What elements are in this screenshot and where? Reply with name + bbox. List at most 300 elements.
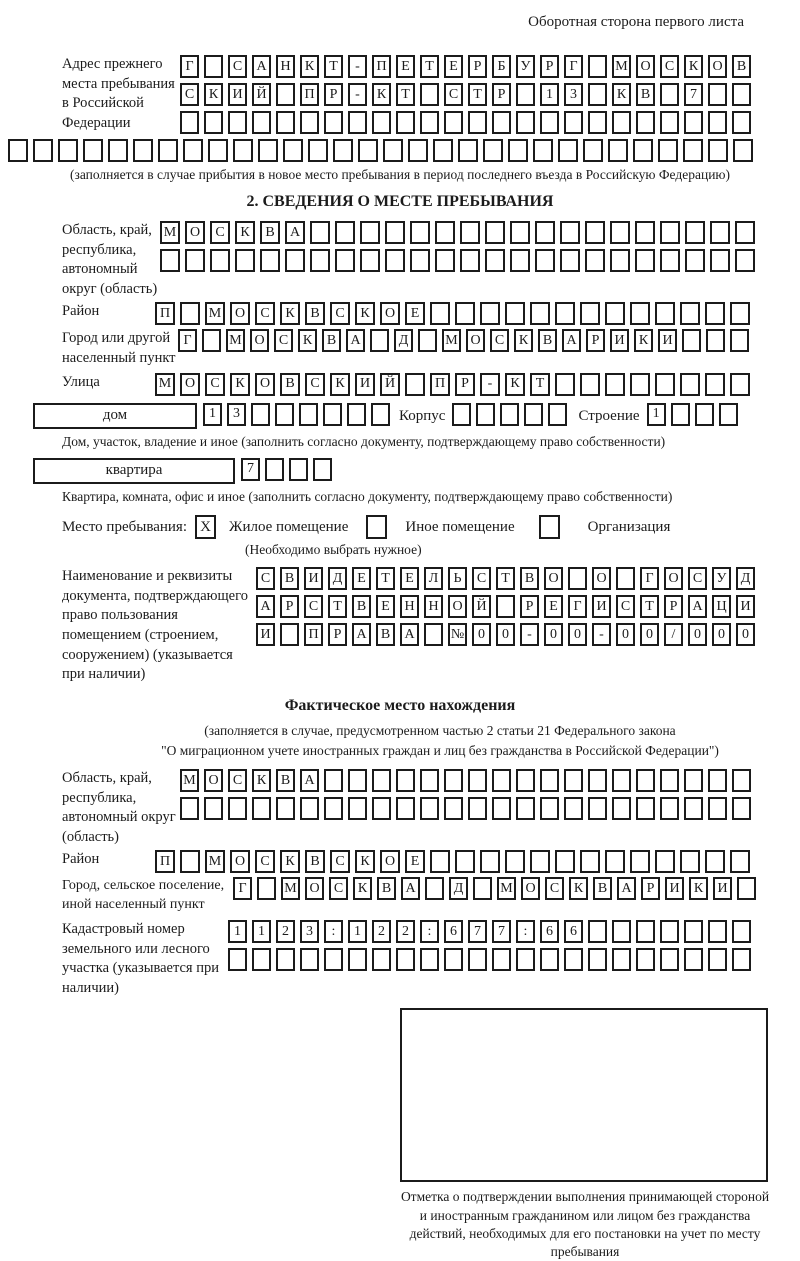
char-cell[interactable] (265, 458, 284, 481)
char-cell[interactable] (444, 111, 463, 134)
char-cell[interactable] (276, 948, 295, 971)
char-cell[interactable]: Р (664, 595, 683, 618)
char-cell[interactable]: К (355, 302, 375, 325)
char-cell[interactable] (636, 111, 655, 134)
char-cell[interactable]: О (664, 567, 683, 590)
char-cell[interactable] (684, 948, 703, 971)
char-cell[interactable] (257, 877, 276, 900)
char-cell[interactable] (299, 403, 318, 426)
char-cell[interactable]: Р (324, 83, 343, 106)
char-cell[interactable]: А (300, 769, 319, 792)
char-cell[interactable] (418, 329, 437, 352)
char-cell[interactable] (202, 329, 221, 352)
char-cell[interactable] (372, 111, 391, 134)
char-cell[interactable] (405, 373, 425, 396)
char-cell[interactable] (708, 797, 727, 820)
char-cell[interactable]: Т (376, 567, 395, 590)
char-cell[interactable]: И (592, 595, 611, 618)
char-cell[interactable]: С (228, 55, 247, 78)
char-cell[interactable] (630, 373, 650, 396)
char-cell[interactable]: В (280, 567, 299, 590)
char-cell[interactable] (564, 111, 583, 134)
char-cell[interactable]: С (660, 55, 679, 78)
char-cell[interactable] (385, 221, 405, 244)
char-cell[interactable] (708, 139, 728, 162)
char-cell[interactable]: С (180, 83, 199, 106)
char-cell[interactable]: И (228, 83, 247, 106)
char-cell[interactable]: 2 (276, 920, 295, 943)
char-cell[interactable] (732, 920, 751, 943)
char-cell[interactable] (420, 769, 439, 792)
char-cell[interactable]: О (544, 567, 563, 590)
char-cell[interactable]: К (280, 302, 300, 325)
char-cell[interactable]: И (610, 329, 629, 352)
char-cell[interactable]: 3 (564, 83, 583, 106)
char-cell[interactable]: В (732, 55, 751, 78)
char-cell[interactable]: А (400, 623, 419, 646)
char-cell[interactable] (605, 373, 625, 396)
char-cell[interactable]: А (401, 877, 420, 900)
char-cell[interactable]: 0 (736, 623, 755, 646)
char-cell[interactable] (276, 83, 295, 106)
char-cell[interactable]: 1 (252, 920, 271, 943)
char-cell[interactable] (710, 249, 730, 272)
char-cell[interactable]: 0 (568, 623, 587, 646)
char-cell[interactable]: С (305, 373, 325, 396)
char-cell[interactable] (455, 302, 475, 325)
char-cell[interactable] (660, 769, 679, 792)
char-cell[interactable] (516, 111, 535, 134)
char-cell[interactable] (505, 302, 525, 325)
char-cell[interactable] (385, 249, 405, 272)
char-cell[interactable]: К (300, 55, 319, 78)
char-cell[interactable]: В (305, 302, 325, 325)
char-cell[interactable]: Е (376, 595, 395, 618)
char-cell[interactable]: О (380, 302, 400, 325)
char-cell[interactable] (228, 797, 247, 820)
char-cell[interactable]: 0 (496, 623, 515, 646)
char-cell[interactable] (33, 139, 53, 162)
char-cell[interactable]: П (155, 850, 175, 873)
char-cell[interactable]: С (210, 221, 230, 244)
char-cell[interactable] (485, 249, 505, 272)
char-cell[interactable]: И (304, 567, 323, 590)
char-cell[interactable] (308, 139, 328, 162)
char-cell[interactable]: К (505, 373, 525, 396)
char-cell[interactable]: В (377, 877, 396, 900)
char-cell[interactable] (612, 769, 631, 792)
char-cell[interactable]: Ь (448, 567, 467, 590)
char-cell[interactable]: Т (640, 595, 659, 618)
char-cell[interactable]: Й (472, 595, 491, 618)
char-cell[interactable] (473, 877, 492, 900)
char-cell[interactable]: С (228, 769, 247, 792)
char-cell[interactable] (684, 797, 703, 820)
char-cell[interactable] (260, 249, 280, 272)
char-cell[interactable] (564, 797, 583, 820)
char-cell[interactable]: 0 (616, 623, 635, 646)
char-cell[interactable]: Т (396, 83, 415, 106)
char-cell[interactable] (630, 850, 650, 873)
char-cell[interactable] (283, 139, 303, 162)
char-cell[interactable] (444, 769, 463, 792)
char-cell[interactable]: В (322, 329, 341, 352)
char-cell[interactable] (588, 948, 607, 971)
char-cell[interactable] (555, 850, 575, 873)
char-cell[interactable]: С (255, 850, 275, 873)
char-cell[interactable] (705, 850, 725, 873)
char-cell[interactable]: : (516, 920, 535, 943)
char-cell[interactable] (158, 139, 178, 162)
char-cell[interactable]: Д (328, 567, 347, 590)
char-cell[interactable]: М (180, 769, 199, 792)
char-cell[interactable] (684, 769, 703, 792)
char-cell[interactable]: А (352, 623, 371, 646)
char-cell[interactable] (324, 948, 343, 971)
char-cell[interactable] (313, 458, 332, 481)
char-cell[interactable] (708, 769, 727, 792)
char-cell[interactable]: 6 (444, 920, 463, 943)
char-cell[interactable] (630, 302, 650, 325)
char-cell[interactable] (160, 249, 180, 272)
char-cell[interactable] (492, 111, 511, 134)
char-cell[interactable] (58, 139, 78, 162)
char-cell[interactable] (335, 249, 355, 272)
char-cell[interactable] (735, 249, 755, 272)
char-cell[interactable] (612, 797, 631, 820)
char-cell[interactable]: 0 (640, 623, 659, 646)
char-cell[interactable]: Е (400, 567, 419, 590)
char-cell[interactable] (333, 139, 353, 162)
char-cell[interactable] (424, 623, 443, 646)
char-cell[interactable]: А (252, 55, 271, 78)
char-cell[interactable]: Н (400, 595, 419, 618)
char-cell[interactable] (300, 111, 319, 134)
char-cell[interactable] (660, 249, 680, 272)
char-cell[interactable] (360, 249, 380, 272)
char-cell[interactable]: М (155, 373, 175, 396)
char-cell[interactable]: К (612, 83, 631, 106)
char-cell[interactable]: 7 (241, 458, 260, 481)
char-cell[interactable] (568, 567, 587, 590)
char-cell[interactable] (468, 769, 487, 792)
char-cell[interactable]: К (684, 55, 703, 78)
char-cell[interactable] (612, 948, 631, 971)
char-cell[interactable] (468, 948, 487, 971)
char-cell[interactable]: И (713, 877, 732, 900)
char-cell[interactable]: О (448, 595, 467, 618)
char-cell[interactable] (204, 797, 223, 820)
char-cell[interactable]: М (281, 877, 300, 900)
char-cell[interactable] (492, 797, 511, 820)
char-cell[interactable] (180, 302, 200, 325)
char-cell[interactable]: - (592, 623, 611, 646)
char-cell[interactable] (655, 373, 675, 396)
char-cell[interactable] (83, 139, 103, 162)
char-cell[interactable] (180, 797, 199, 820)
char-cell[interactable] (680, 373, 700, 396)
char-cell[interactable] (476, 403, 495, 426)
char-cell[interactable] (133, 139, 153, 162)
char-cell[interactable] (444, 948, 463, 971)
char-cell[interactable]: К (280, 850, 300, 873)
char-cell[interactable] (540, 948, 559, 971)
char-cell[interactable]: У (712, 567, 731, 590)
char-cell[interactable]: И (355, 373, 375, 396)
char-cell[interactable] (275, 403, 294, 426)
char-cell[interactable]: 2 (396, 920, 415, 943)
char-cell[interactable]: Й (380, 373, 400, 396)
char-cell[interactable]: Е (352, 567, 371, 590)
char-cell[interactable]: К (204, 83, 223, 106)
char-cell[interactable]: С (490, 329, 509, 352)
char-cell[interactable] (358, 139, 378, 162)
char-cell[interactable] (633, 139, 653, 162)
char-cell[interactable] (348, 948, 367, 971)
char-cell[interactable] (708, 83, 727, 106)
char-cell[interactable] (360, 221, 380, 244)
char-cell[interactable]: - (520, 623, 539, 646)
char-cell[interactable] (524, 403, 543, 426)
char-cell[interactable] (210, 249, 230, 272)
char-cell[interactable] (430, 302, 450, 325)
char-cell[interactable] (444, 797, 463, 820)
char-cell[interactable]: А (285, 221, 305, 244)
char-cell[interactable] (708, 111, 727, 134)
char-cell[interactable] (458, 139, 478, 162)
char-cell[interactable]: 0 (472, 623, 491, 646)
char-cell[interactable] (510, 249, 530, 272)
char-cell[interactable] (605, 302, 625, 325)
char-cell[interactable] (252, 948, 271, 971)
char-cell[interactable] (660, 797, 679, 820)
char-cell[interactable]: О (305, 877, 324, 900)
char-cell[interactable] (735, 221, 755, 244)
char-cell[interactable] (710, 221, 730, 244)
char-cell[interactable] (655, 302, 675, 325)
char-cell[interactable]: С (688, 567, 707, 590)
char-cell[interactable]: С (330, 850, 350, 873)
char-cell[interactable]: В (352, 595, 371, 618)
char-cell[interactable] (455, 850, 475, 873)
char-cell[interactable] (276, 797, 295, 820)
char-cell[interactable]: 1 (228, 920, 247, 943)
char-cell[interactable] (588, 797, 607, 820)
char-cell[interactable]: С (545, 877, 564, 900)
char-cell[interactable] (730, 373, 750, 396)
char-cell[interactable]: Т (324, 55, 343, 78)
char-cell[interactable]: Г (640, 567, 659, 590)
char-cell[interactable]: Г (564, 55, 583, 78)
char-cell[interactable] (258, 139, 278, 162)
char-cell[interactable]: В (636, 83, 655, 106)
char-cell[interactable]: Л (424, 567, 443, 590)
char-cell[interactable] (605, 850, 625, 873)
char-cell[interactable] (371, 403, 390, 426)
char-cell[interactable] (706, 329, 725, 352)
char-cell[interactable] (588, 83, 607, 106)
char-cell[interactable] (540, 111, 559, 134)
char-cell[interactable]: Б (492, 55, 511, 78)
char-cell[interactable] (588, 769, 607, 792)
char-cell[interactable]: Р (492, 83, 511, 106)
char-cell[interactable] (588, 55, 607, 78)
char-cell[interactable]: И (736, 595, 755, 618)
char-cell[interactable]: К (634, 329, 653, 352)
char-cell[interactable] (185, 249, 205, 272)
char-cell[interactable]: В (538, 329, 557, 352)
char-cell[interactable] (658, 139, 678, 162)
char-cell[interactable]: А (256, 595, 275, 618)
char-cell[interactable]: Д (449, 877, 468, 900)
char-cell[interactable]: О (636, 55, 655, 78)
char-cell[interactable]: М (160, 221, 180, 244)
char-cell[interactable]: К (252, 769, 271, 792)
char-cell[interactable]: Д (736, 567, 755, 590)
char-cell[interactable] (610, 221, 630, 244)
char-cell[interactable] (588, 920, 607, 943)
char-cell[interactable]: О (230, 302, 250, 325)
char-cell[interactable] (252, 797, 271, 820)
char-cell[interactable] (289, 458, 308, 481)
char-cell[interactable] (660, 948, 679, 971)
char-cell[interactable] (660, 920, 679, 943)
char-cell[interactable] (492, 769, 511, 792)
char-cell[interactable]: С (472, 567, 491, 590)
char-cell[interactable]: О (250, 329, 269, 352)
char-cell[interactable]: Д (394, 329, 413, 352)
char-cell[interactable]: О (230, 850, 250, 873)
char-cell[interactable]: В (520, 567, 539, 590)
char-cell[interactable]: М (612, 55, 631, 78)
char-cell[interactable] (685, 249, 705, 272)
stay-checkbox-org[interactable] (539, 515, 560, 539)
char-cell[interactable]: / (664, 623, 683, 646)
char-cell[interactable] (310, 249, 330, 272)
char-cell[interactable]: О (185, 221, 205, 244)
char-cell[interactable] (733, 139, 753, 162)
char-cell[interactable] (468, 111, 487, 134)
char-cell[interactable]: К (353, 877, 372, 900)
char-cell[interactable] (585, 249, 605, 272)
char-cell[interactable]: О (180, 373, 200, 396)
char-cell[interactable] (183, 139, 203, 162)
char-cell[interactable]: С (274, 329, 293, 352)
char-cell[interactable]: 1 (647, 403, 666, 426)
char-cell[interactable]: Р (280, 595, 299, 618)
char-cell[interactable] (347, 403, 366, 426)
char-cell[interactable] (564, 769, 583, 792)
char-cell[interactable] (508, 139, 528, 162)
char-cell[interactable]: М (497, 877, 516, 900)
char-cell[interactable]: Г (568, 595, 587, 618)
char-cell[interactable]: 3 (227, 403, 246, 426)
char-cell[interactable] (530, 850, 550, 873)
char-cell[interactable] (635, 249, 655, 272)
char-cell[interactable] (636, 948, 655, 971)
char-cell[interactable]: В (593, 877, 612, 900)
char-cell[interactable]: Р (455, 373, 475, 396)
char-cell[interactable] (285, 249, 305, 272)
char-cell[interactable]: П (300, 83, 319, 106)
char-cell[interactable]: С (444, 83, 463, 106)
char-cell[interactable] (396, 948, 415, 971)
char-cell[interactable]: У (516, 55, 535, 78)
char-cell[interactable]: К (689, 877, 708, 900)
char-cell[interactable] (660, 111, 679, 134)
char-cell[interactable]: К (235, 221, 255, 244)
char-cell[interactable] (732, 797, 751, 820)
char-cell[interactable]: В (260, 221, 280, 244)
char-cell[interactable] (235, 249, 255, 272)
char-cell[interactable]: П (304, 623, 323, 646)
char-cell[interactable] (452, 403, 471, 426)
char-cell[interactable] (655, 850, 675, 873)
char-cell[interactable]: М (205, 850, 225, 873)
char-cell[interactable]: Е (444, 55, 463, 78)
char-cell[interactable] (682, 329, 701, 352)
char-cell[interactable] (348, 797, 367, 820)
char-cell[interactable] (730, 850, 750, 873)
char-cell[interactable] (516, 797, 535, 820)
char-cell[interactable] (372, 769, 391, 792)
char-cell[interactable]: Т (468, 83, 487, 106)
char-cell[interactable] (420, 111, 439, 134)
char-cell[interactable] (730, 302, 750, 325)
char-cell[interactable] (420, 948, 439, 971)
char-cell[interactable]: Р (520, 595, 539, 618)
char-cell[interactable]: С (616, 595, 635, 618)
char-cell[interactable]: Р (540, 55, 559, 78)
char-cell[interactable]: 6 (564, 920, 583, 943)
char-cell[interactable] (460, 249, 480, 272)
char-cell[interactable] (732, 111, 751, 134)
char-cell[interactable]: 7 (492, 920, 511, 943)
char-cell[interactable]: 7 (468, 920, 487, 943)
char-cell[interactable] (636, 769, 655, 792)
char-cell[interactable] (516, 769, 535, 792)
char-cell[interactable] (485, 221, 505, 244)
char-cell[interactable] (420, 797, 439, 820)
char-cell[interactable]: К (355, 850, 375, 873)
char-cell[interactable] (588, 111, 607, 134)
char-cell[interactable]: 7 (684, 83, 703, 106)
char-cell[interactable]: - (348, 83, 367, 106)
char-cell[interactable] (483, 139, 503, 162)
char-cell[interactable]: 1 (203, 403, 222, 426)
char-cell[interactable] (8, 139, 28, 162)
char-cell[interactable]: К (230, 373, 250, 396)
char-cell[interactable] (372, 948, 391, 971)
char-cell[interactable] (233, 139, 253, 162)
char-cell[interactable] (708, 920, 727, 943)
char-cell[interactable] (680, 850, 700, 873)
char-cell[interactable]: М (205, 302, 225, 325)
char-cell[interactable] (732, 769, 751, 792)
char-cell[interactable] (276, 111, 295, 134)
char-cell[interactable]: : (420, 920, 439, 943)
char-cell[interactable]: К (330, 373, 350, 396)
char-cell[interactable] (737, 877, 756, 900)
char-cell[interactable] (540, 769, 559, 792)
char-cell[interactable]: 1 (540, 83, 559, 106)
char-cell[interactable] (228, 111, 247, 134)
char-cell[interactable] (660, 83, 679, 106)
char-cell[interactable] (510, 221, 530, 244)
char-cell[interactable] (680, 302, 700, 325)
char-cell[interactable]: М (442, 329, 461, 352)
char-cell[interactable]: А (346, 329, 365, 352)
